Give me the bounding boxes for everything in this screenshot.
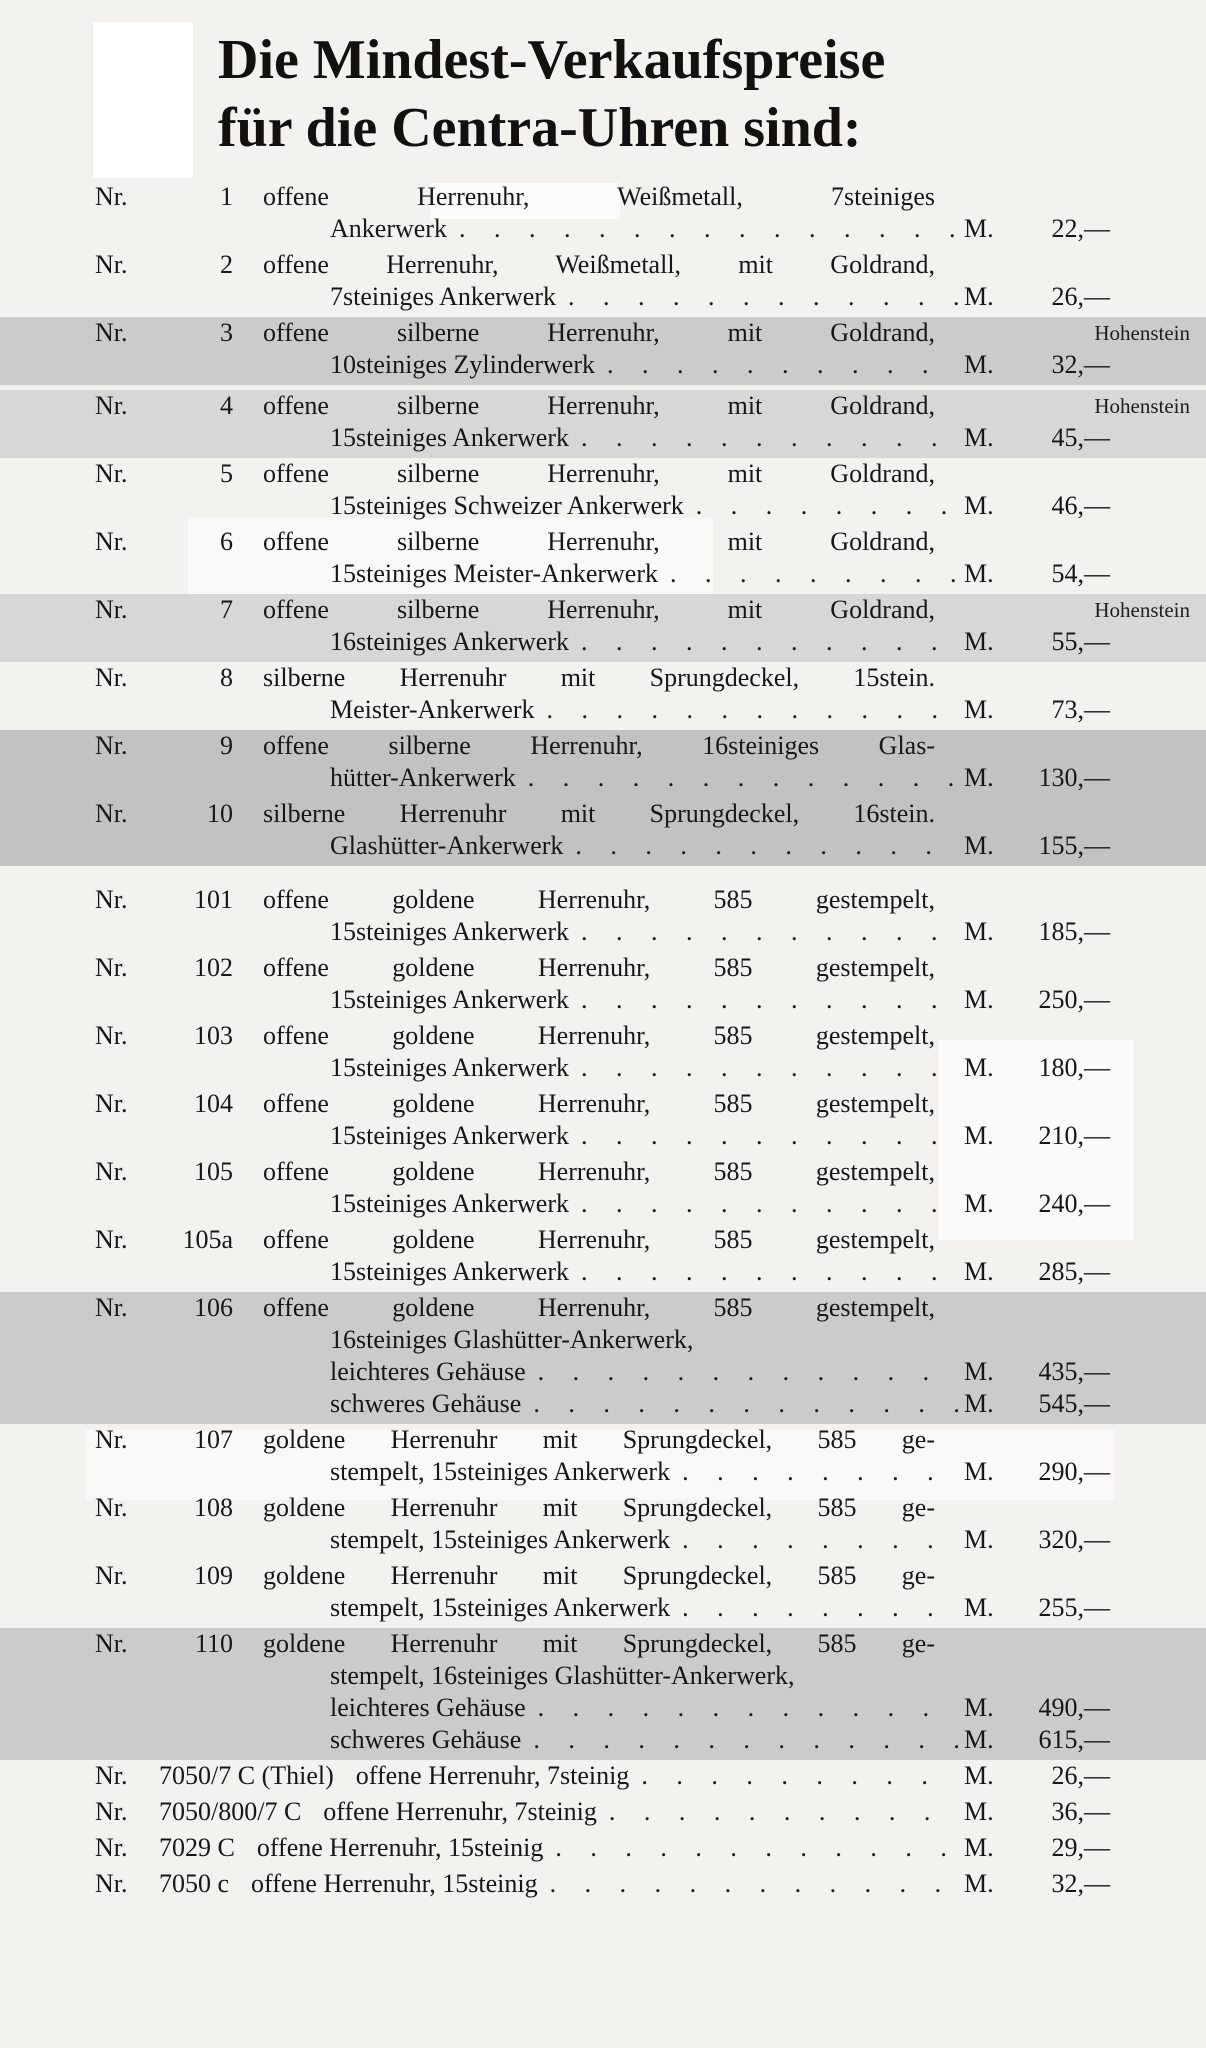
- currency-label: M.: [964, 1593, 994, 1622]
- entry-number: 9: [220, 731, 233, 760]
- entry-number: 7050/7 C (Thiel): [159, 1761, 334, 1790]
- price-list-entry: [0, 730, 1206, 798]
- entry-description-continued: schweres Gehäuse: [330, 1389, 522, 1418]
- entry-line: [0, 626, 1110, 658]
- entry-line: [0, 1724, 1110, 1756]
- entry-line: [0, 181, 1110, 213]
- entry-number-prefix: Nr.: [95, 182, 128, 211]
- entry-description: offene goldene Herrenuhr, 585 gestempelt,: [263, 1293, 935, 1322]
- entry-description: offene Herrenuhr, 7steinig: [355, 1761, 630, 1790]
- dot-leader: [581, 1052, 958, 1084]
- entry-description: offene Herrenuhr, 15steinig: [251, 1869, 538, 1898]
- currency-label: M.: [964, 1121, 994, 1150]
- entry-line: [0, 1020, 1110, 1052]
- entry-number-prefix: Nr.: [95, 1021, 128, 1050]
- entry-price: 46,—: [1051, 491, 1110, 520]
- price-list-entry: [0, 1224, 1206, 1292]
- entry-line: [0, 884, 1110, 916]
- price-list-entry: [0, 526, 1206, 594]
- entry-number: 1: [220, 182, 233, 211]
- entry-price: 615,—: [1038, 1725, 1110, 1754]
- entry-number: 110: [194, 1629, 233, 1658]
- price-list-entry: [0, 798, 1206, 866]
- entry-description: offene Herrenuhr, 15steinig: [256, 1833, 544, 1862]
- entry-description-continued: 15steiniges Ankerwerk: [330, 985, 570, 1014]
- entry-number: 7: [220, 595, 233, 624]
- dot-leader: [555, 1832, 958, 1864]
- entry-price: 240,—: [1038, 1189, 1110, 1218]
- entry-description: offene silberne Herrenuhr, mit Goldrand,: [263, 459, 935, 488]
- entry-price: 155,—: [1038, 831, 1110, 860]
- entry-number-prefix: Nr.: [95, 1493, 128, 1522]
- entry-line: [0, 281, 1110, 313]
- entry-price: 255,—: [1038, 1593, 1110, 1622]
- entry-description: offene Herrenuhr, 7steinig: [323, 1797, 597, 1826]
- entry-line: [0, 422, 1110, 454]
- entry-price: 185,—: [1038, 917, 1110, 946]
- currency-label: M.: [964, 1693, 994, 1722]
- entry-description: silberne Herrenuhr mit Sprungdeckel, 15stein.: [263, 663, 935, 692]
- dot-leader: [696, 490, 958, 522]
- dot-leader: [641, 1760, 958, 1792]
- entry-line: [0, 317, 1110, 349]
- entry-number-prefix: Nr.: [95, 1089, 128, 1118]
- entry-line: [0, 1324, 1110, 1356]
- currency-label: M.: [964, 350, 994, 379]
- entry-description-continued: Meister-Ankerwerk: [330, 695, 535, 724]
- entry-price: 130,—: [1038, 763, 1110, 792]
- entry-price: 210,—: [1038, 1121, 1110, 1150]
- entry-description: offene goldene Herrenuhr, 585 gestempelt,: [263, 953, 935, 982]
- dot-leader: [682, 1456, 958, 1488]
- entry-number-prefix: Nr.: [95, 953, 128, 982]
- entry-line: [0, 984, 1110, 1016]
- entry-line: [0, 1832, 1110, 1864]
- price-list-entry: [0, 594, 1206, 662]
- dot-leader: [528, 762, 958, 794]
- entry-number-prefix: Nr.: [95, 1761, 128, 1790]
- price-list: [0, 181, 1206, 1904]
- entry-number-prefix: Nr.: [95, 1629, 128, 1658]
- dot-leader: [581, 1256, 958, 1288]
- price-list-entry: [0, 249, 1206, 317]
- entry-price: 45,—: [1051, 423, 1110, 452]
- entry-number-prefix: Nr.: [95, 1833, 128, 1862]
- price-list-entry: [0, 1156, 1206, 1224]
- entry-line: [0, 1188, 1110, 1220]
- entry-description-continued: stempelt, 15steiniges Ankerwerk: [330, 1593, 671, 1622]
- hohenstein-watermark: Hohenstein: [1094, 321, 1190, 345]
- entry-description-continued: 15steiniges Ankerwerk: [330, 1053, 570, 1082]
- entry-number-prefix: Nr.: [95, 318, 128, 347]
- entry-price: 32,—: [1051, 350, 1110, 379]
- entry-number-prefix: Nr.: [95, 250, 128, 279]
- entry-number-prefix: Nr.: [95, 527, 128, 556]
- price-list-entry: [0, 1560, 1206, 1628]
- price-list-entry: [0, 317, 1206, 385]
- currency-label: M.: [964, 1389, 994, 1418]
- entry-line: [0, 1156, 1110, 1188]
- entry-line: [0, 798, 1110, 830]
- entry-line: [0, 390, 1110, 422]
- entry-number-prefix: Nr.: [95, 885, 128, 914]
- dot-leader: [533, 1388, 958, 1420]
- entry-price: 26,—: [1051, 1761, 1110, 1790]
- currency-label: M.: [964, 491, 994, 520]
- entry-number: 106: [194, 1293, 233, 1322]
- entry-description-continued: hütter-Ankerwerk: [330, 763, 516, 792]
- entry-line: [0, 952, 1110, 984]
- currency-label: M.: [964, 763, 994, 792]
- price-list-entry: [0, 1760, 1206, 1796]
- dot-leader: [538, 1356, 958, 1388]
- dot-leader: [609, 1796, 958, 1828]
- entry-description: offene goldene Herrenuhr, 585 gestempelt,: [263, 1225, 935, 1254]
- dot-leader: [547, 694, 958, 726]
- entry-description-continued: 15steiniges Schweizer Ankerwerk: [330, 491, 684, 520]
- entry-line: [0, 1088, 1110, 1120]
- entry-description-continued: 15steiniges Ankerwerk: [330, 1121, 570, 1150]
- entry-description: silberne Herrenuhr mit Sprungdeckel, 16stein.: [263, 799, 935, 828]
- entry-line: [0, 1224, 1110, 1256]
- entry-number: 7050 c: [159, 1869, 230, 1898]
- entry-number: 105a: [182, 1225, 233, 1254]
- entry-description: offene goldene Herrenuhr, 585 gestempelt,: [263, 1089, 935, 1118]
- entry-description-continued: 15steiniges Ankerwerk: [330, 917, 570, 946]
- price-list-entry: [0, 1424, 1206, 1492]
- dot-leader: [581, 1188, 958, 1220]
- entry-description-continued: 16steiniges Glashütter-Ankerwerk,: [330, 1325, 694, 1354]
- entry-description-continued: 16steiniges Ankerwerk: [330, 627, 570, 656]
- entry-line: [0, 558, 1110, 590]
- entry-number: 7050/800/7 C: [159, 1797, 302, 1826]
- entry-description: offene silberne Herrenuhr, mit Goldrand,: [263, 595, 935, 624]
- currency-label: M.: [964, 985, 994, 1014]
- entry-description-continued: 15steiniges Meister-Ankerwerk: [330, 559, 658, 588]
- entry-description: offene goldene Herrenuhr, 585 gestempelt,: [263, 885, 935, 914]
- entry-description-continued: 15steiniges Ankerwerk: [330, 1257, 570, 1286]
- currency-label: M.: [964, 1725, 994, 1754]
- entry-description-continued: schweres Gehäuse: [330, 1725, 522, 1754]
- page-title: [218, 26, 885, 162]
- entry-price: 54,—: [1051, 559, 1110, 588]
- entry-description: offene Herrenuhr, Weißmetall, mit Goldrand,: [263, 250, 935, 279]
- entry-price: 250,—: [1038, 985, 1110, 1014]
- entry-line: [0, 1692, 1110, 1724]
- entry-line: [0, 1456, 1110, 1488]
- entry-description-continued: 15steiniges Ankerwerk: [330, 423, 570, 452]
- dot-leader: [459, 213, 958, 245]
- currency-label: M.: [964, 917, 994, 946]
- dot-leader: [581, 916, 958, 948]
- price-list-entry: [0, 458, 1206, 526]
- entry-line: [0, 526, 1110, 558]
- currency-label: M.: [964, 1869, 994, 1898]
- entry-line: [0, 1492, 1110, 1524]
- entry-number-prefix: Nr.: [95, 1797, 128, 1826]
- entry-number: 2: [220, 250, 233, 279]
- title-line-1: Die Mindest-Verkaufspreise: [218, 29, 886, 91]
- currency-label: M.: [964, 214, 994, 243]
- entry-number-prefix: Nr.: [95, 1425, 128, 1454]
- entry-number-prefix: Nr.: [95, 1869, 128, 1898]
- entry-number: 5: [220, 459, 233, 488]
- entry-line: [0, 662, 1110, 694]
- entry-line: [0, 1256, 1110, 1288]
- currency-label: M.: [964, 1761, 994, 1790]
- entry-description-continued: 10steiniges Zylinderwerk: [330, 350, 595, 379]
- entry-description: offene Herrenuhr, Weißmetall, 7steiniges: [263, 182, 935, 211]
- dot-leader: [581, 984, 958, 1016]
- price-list-entry: [0, 1292, 1206, 1424]
- entry-line: [0, 1796, 1110, 1828]
- entry-number-prefix: Nr.: [95, 1225, 128, 1254]
- entry-description: goldene Herrenuhr mit Sprungdeckel, 585 ge-: [263, 1425, 935, 1454]
- entry-description-continued: 15steiniges Ankerwerk: [330, 1189, 570, 1218]
- entry-price: 32,—: [1051, 1869, 1110, 1898]
- entry-price: 285,—: [1038, 1257, 1110, 1286]
- entry-description-continued: Glashütter-Ankerwerk: [330, 831, 564, 860]
- currency-label: M.: [964, 627, 994, 656]
- entry-description: offene silberne Herrenuhr, mit Goldrand,: [263, 527, 935, 556]
- currency-label: M.: [964, 1457, 994, 1486]
- entry-line: [0, 1356, 1110, 1388]
- dot-leader: [682, 1592, 958, 1624]
- entry-line: [0, 916, 1110, 948]
- price-list-entry: [0, 662, 1206, 730]
- entry-number: 108: [194, 1493, 233, 1522]
- entry-number: 7029 C: [159, 1833, 235, 1862]
- entry-line: [0, 694, 1110, 726]
- entry-price: 545,—: [1038, 1389, 1110, 1418]
- entry-line: [0, 1524, 1110, 1556]
- entry-number: 6: [220, 527, 233, 556]
- dot-leader: [538, 1692, 958, 1724]
- price-list-entry: [0, 884, 1206, 952]
- entry-number: 104: [194, 1089, 233, 1118]
- entry-number-prefix: Nr.: [95, 1561, 128, 1590]
- dot-leader: [568, 281, 958, 313]
- entry-line: [0, 1628, 1110, 1660]
- price-list-entry: [0, 1492, 1206, 1560]
- entry-number-prefix: Nr.: [95, 663, 128, 692]
- entry-line: [0, 1592, 1110, 1624]
- scan-artifact-white-box: [93, 22, 193, 178]
- price-list-entry: [0, 1628, 1206, 1760]
- dot-leader: [575, 830, 958, 862]
- price-list-entry: [0, 181, 1206, 249]
- currency-label: M.: [964, 1189, 994, 1218]
- entry-price: 36,—: [1051, 1797, 1110, 1826]
- dot-leader: [581, 1120, 958, 1152]
- entry-line: [0, 490, 1110, 522]
- dot-leader: [670, 558, 958, 590]
- price-list-entry: [0, 1868, 1206, 1904]
- currency-label: M.: [964, 1797, 994, 1826]
- dot-leader: [533, 1724, 958, 1756]
- entry-description: offene silberne Herrenuhr, 16steiniges Glas-: [263, 731, 935, 760]
- entry-description: goldene Herrenuhr mit Sprungdeckel, 585 ge-: [263, 1493, 935, 1522]
- currency-label: M.: [964, 559, 994, 588]
- entry-line: [0, 730, 1110, 762]
- entry-number-prefix: Nr.: [95, 459, 128, 488]
- entry-line: [0, 458, 1110, 490]
- entry-price: 180,—: [1038, 1053, 1110, 1082]
- entry-line: [0, 1388, 1110, 1420]
- entry-line: [0, 1868, 1110, 1900]
- entry-price: 73,—: [1051, 695, 1110, 724]
- entry-description-continued: Ankerwerk: [330, 214, 447, 243]
- entry-number: 107: [194, 1425, 233, 1454]
- currency-label: M.: [964, 831, 994, 860]
- dot-leader: [607, 349, 958, 381]
- entry-line: [0, 594, 1110, 626]
- entry-description: offene silberne Herrenuhr, mit Goldrand,: [263, 391, 935, 420]
- entry-price: 290,—: [1038, 1457, 1110, 1486]
- entry-number-prefix: Nr.: [95, 1157, 128, 1186]
- entry-description: goldene Herrenuhr mit Sprungdeckel, 585 ge-: [263, 1561, 935, 1590]
- entry-description-continued: leichteres Gehäuse: [330, 1357, 526, 1386]
- entry-line: [0, 349, 1110, 381]
- currency-label: M.: [964, 695, 994, 724]
- dot-leader: [682, 1524, 958, 1556]
- currency-label: M.: [964, 1257, 994, 1286]
- entry-description: goldene Herrenuhr mit Sprungdeckel, 585 ge-: [263, 1629, 935, 1658]
- entry-number: 101: [194, 885, 233, 914]
- entry-line: [0, 762, 1110, 794]
- entry-line: [0, 830, 1110, 862]
- entry-number: 8: [220, 663, 233, 692]
- price-list-entry: [0, 1088, 1206, 1156]
- entry-description: offene goldene Herrenuhr, 585 gestempelt,: [263, 1021, 935, 1050]
- entry-price: 22,—: [1051, 214, 1110, 243]
- currency-label: M.: [964, 1833, 994, 1862]
- entry-line: [0, 1660, 1110, 1692]
- entry-number: 109: [194, 1561, 233, 1590]
- entry-description-continued: stempelt, 16steiniges Glashütter-Ankerwerk,: [330, 1661, 795, 1690]
- entry-number: 3: [220, 318, 233, 347]
- entry-line: [0, 1560, 1110, 1592]
- entry-price: 55,—: [1051, 627, 1110, 656]
- price-list-entry: [0, 952, 1206, 1020]
- hohenstein-watermark: Hohenstein: [1094, 598, 1190, 622]
- entry-number: 102: [194, 953, 233, 982]
- entry-number-prefix: Nr.: [95, 799, 128, 828]
- entry-description-continued: leichteres Gehäuse: [330, 1693, 526, 1722]
- entry-number-prefix: Nr.: [95, 595, 128, 624]
- price-list-entry: [0, 1796, 1206, 1832]
- dot-leader: [581, 626, 958, 658]
- price-list-entry: [0, 390, 1206, 458]
- title-line-2: für die Centra-Uhren sind:: [218, 97, 862, 159]
- entry-line: [0, 213, 1110, 245]
- entry-number-prefix: Nr.: [95, 391, 128, 420]
- entry-line: [0, 249, 1110, 281]
- currency-label: M.: [964, 1053, 994, 1082]
- entry-line: [0, 1052, 1110, 1084]
- entry-line: [0, 1120, 1110, 1152]
- price-list-entry: [0, 1832, 1206, 1868]
- entry-number: 10: [207, 799, 233, 828]
- currency-label: M.: [964, 282, 994, 311]
- entry-line: [0, 1292, 1110, 1324]
- entry-number: 4: [220, 391, 233, 420]
- entry-price: 26,—: [1051, 282, 1110, 311]
- entry-description: offene goldene Herrenuhr, 585 gestempelt,: [263, 1157, 935, 1186]
- hohenstein-watermark: Hohenstein: [1094, 394, 1190, 418]
- entry-price: 435,—: [1038, 1357, 1110, 1386]
- entry-description-continued: 7steiniges Ankerwerk: [330, 282, 557, 311]
- entry-number-prefix: Nr.: [95, 1293, 128, 1322]
- dot-leader: [581, 422, 958, 454]
- entry-number: 105: [194, 1157, 233, 1186]
- currency-label: M.: [964, 423, 994, 452]
- price-list-entry: [0, 1020, 1206, 1088]
- entry-price: 320,—: [1038, 1525, 1110, 1554]
- currency-label: M.: [964, 1525, 994, 1554]
- currency-label: M.: [964, 1357, 994, 1386]
- entry-description-continued: stempelt, 15steiniges Ankerwerk: [330, 1525, 671, 1554]
- entry-description: offene silberne Herrenuhr, mit Goldrand,: [263, 318, 935, 347]
- entry-number-prefix: Nr.: [95, 731, 128, 760]
- entry-line: [0, 1760, 1110, 1792]
- entry-price: 490,—: [1038, 1693, 1110, 1722]
- entry-number: 103: [194, 1021, 233, 1050]
- entry-line: [0, 1424, 1110, 1456]
- dot-leader: [550, 1868, 958, 1900]
- entry-price: 29,—: [1051, 1833, 1110, 1862]
- entry-description-continued: stempelt, 15steiniges Ankerwerk: [330, 1457, 671, 1486]
